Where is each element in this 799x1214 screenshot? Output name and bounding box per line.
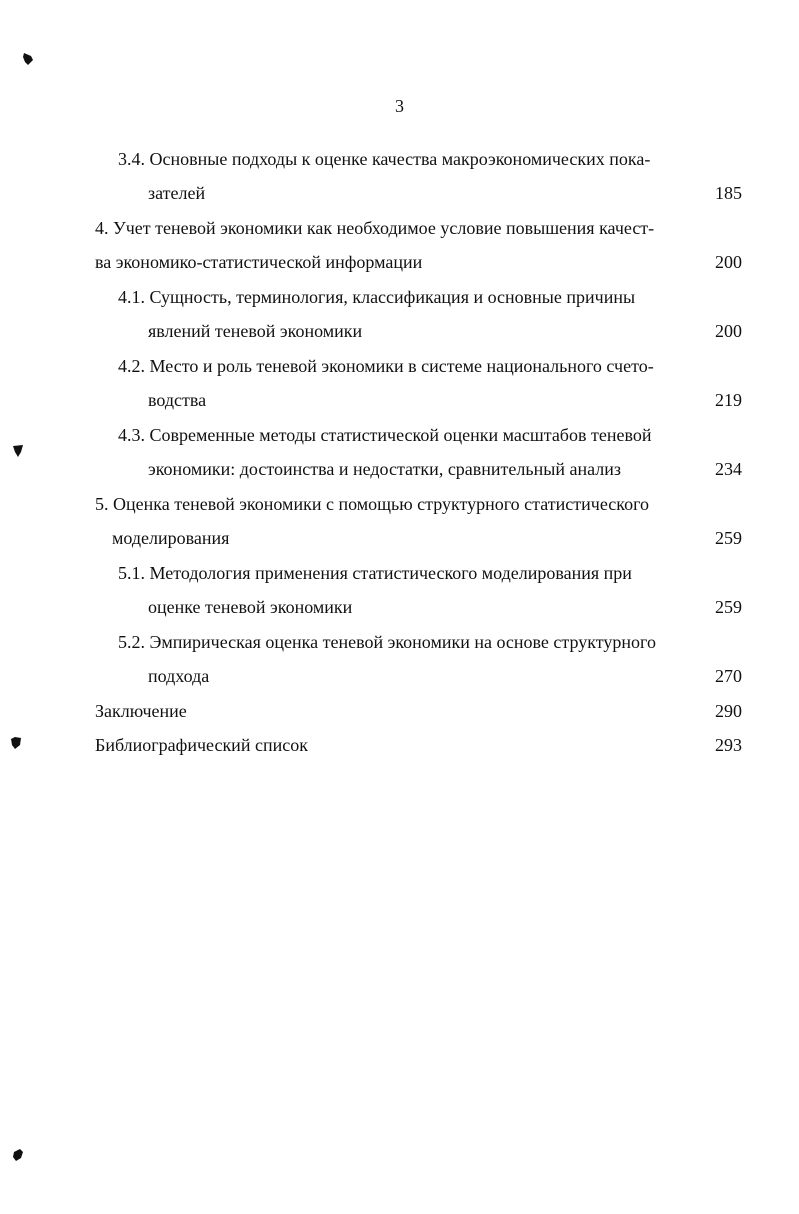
toc-entry-title-line: 5. Оценка теневой экономики с помощью структурного статистического (95, 494, 650, 514)
toc-entry-title-line: 3.4. Основные подходы к оценке качества макроэкономических пока- (118, 149, 651, 169)
toc-entry-title-line: 5.2. Эмпирическая оценка теневой экономики на основе структурного (118, 632, 656, 652)
scan-speck-mark (12, 444, 24, 458)
toc-entry-title-line: экономики: достоинства и недостатки, сравнительный анализ (148, 459, 621, 479)
toc-entry-title-line: подхода (148, 666, 210, 686)
toc-entry-page: 293 (715, 735, 742, 755)
toc-entry-page: 270 (715, 666, 742, 686)
toc-entry-page: 259 (715, 597, 742, 617)
page-number: 3 (395, 96, 404, 116)
toc-entry-title-line: водства (148, 390, 207, 410)
scan-speck-mark (10, 736, 22, 750)
toc-entry-title-line: явлений теневой экономики (148, 321, 363, 341)
toc-entry-title-line: зателей (148, 183, 206, 203)
toc-entry-page: 200 (715, 252, 742, 272)
toc-entry-title-line: оценке теневой экономики (148, 597, 353, 617)
toc-entry-title-line: Библиографический список (95, 735, 308, 755)
toc-entry-page: 290 (715, 701, 742, 721)
toc-entry-title-line: 4.2. Место и роль теневой экономики в системе национального счето- (118, 356, 654, 376)
toc-entry-page: 185 (715, 183, 742, 203)
toc-entry-page: 259 (715, 528, 742, 548)
scan-speck-mark (12, 1148, 24, 1162)
toc-entry-title-line: Заключение (95, 701, 187, 721)
toc-entry-title-line: ва экономико-статистической информации (95, 252, 423, 272)
toc-entry-page: 219 (715, 390, 742, 410)
toc-entry-title-line: 4. Учет теневой экономики как необходимое условие повышения качест- (95, 218, 655, 238)
toc-entry-page: 200 (715, 321, 742, 341)
scan-speck-mark (22, 52, 34, 66)
toc-entry-page: 234 (715, 459, 742, 479)
toc-entry-title-line: 5.1. Методология применения статистического моделирования при (118, 563, 632, 583)
toc-entry-title-line: моделирования (112, 528, 230, 548)
toc-entry-title-line: 4.3. Современные методы статистической оценки масштабов теневой (118, 425, 652, 445)
toc-entry-title-line: 4.1. Сущность, терминология, классификация и основные причины (118, 287, 636, 307)
